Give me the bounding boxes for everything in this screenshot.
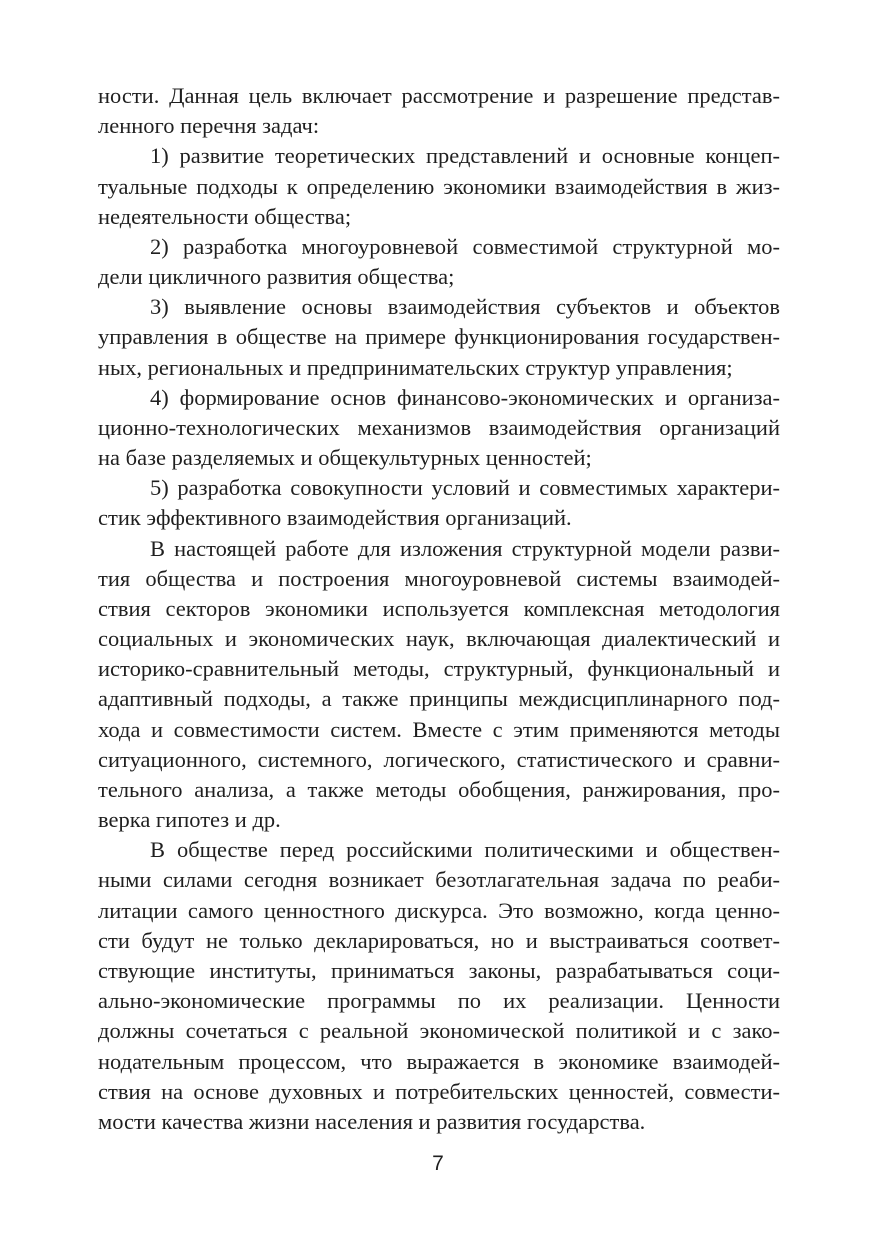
page-number: 7 bbox=[432, 1152, 444, 1175]
text-line: должны сочетаться с реальной экономической политикой и с зако- bbox=[98, 1018, 780, 1044]
text-line: ных, региональных и предпринимательских структур управления; bbox=[98, 354, 733, 380]
text-line: ционно-технологических механизмов взаимодействия организаций bbox=[98, 414, 780, 440]
text-line: 1) развитие теоретических представлений и основные концеп- bbox=[150, 143, 780, 169]
text-line: ности. Данная цель включает рассмотрение и разрешение представ- bbox=[98, 83, 780, 108]
text-line: мости качества жизни населения и развития государства. bbox=[98, 1108, 646, 1134]
text-line: 3) выявление основы взаимодействия субъектов и объектов bbox=[150, 294, 780, 320]
text-line: верка гипотез и др. bbox=[98, 807, 281, 833]
text-line: 5) разработка совокупности условий и совместимых характери- bbox=[150, 475, 780, 501]
text-line: на базе разделяемых и общекультурных ценностей; bbox=[98, 445, 592, 471]
text-line: хода и совместимости систем. Вместе с этим применяются методы bbox=[98, 716, 780, 742]
text-line: тельного анализа, а также методы обобщения, ранжирования, про- bbox=[98, 776, 780, 802]
text-line: социальных и экономических наук, включающая диалектический и bbox=[98, 626, 780, 652]
text-line: В обществе перед российскими политическими и обществен- bbox=[150, 837, 780, 863]
text-line: В настоящей работе для изложения структурной модели разви- bbox=[150, 535, 780, 561]
text-line: ленного перечня задач: bbox=[98, 113, 320, 139]
text-line: недеятельности общества; bbox=[98, 203, 352, 229]
text-line: адаптивный подходы, а также принципы междисциплинарного под- bbox=[98, 686, 780, 712]
text-line: стик эффективного взаимодействия организаций. bbox=[98, 505, 572, 531]
text-line: ными силами сегодня возникает безотлагательная задача по реаби- bbox=[98, 867, 780, 893]
text-line: тия общества и построения многоуровневой системы взаимодей- bbox=[98, 565, 780, 591]
text-line: литации самого ценностного дискурса. Это возможно, когда ценно- bbox=[98, 897, 780, 923]
text-line: дели цикличного развития общества; bbox=[98, 264, 455, 290]
text-line: ально-экономические программы по их реализации. Ценности bbox=[98, 988, 780, 1014]
text-line: историко-сравнительный методы, структурный, функциональный и bbox=[98, 656, 780, 682]
text-line: ствия секторов экономики используется комплексная методология bbox=[98, 595, 780, 621]
text-line: сти будут не только декларироваться, но и выстраиваться соответ- bbox=[98, 927, 780, 953]
text-line: ситуационного, системного, логического, статистического и сравни- bbox=[98, 746, 780, 772]
body-text bbox=[98, 81, 780, 1137]
text-line: 2) разработка многоуровневой совместимой структурной мо- bbox=[150, 233, 780, 259]
text-line: 4) формирование основ финансово-экономических и организа- bbox=[150, 384, 780, 410]
text-line: ствующие институты, приниматься законы, разрабатываться соци- bbox=[98, 957, 780, 983]
text-line: туальные подходы к определению экономики взаимодействия в жиз- bbox=[98, 173, 780, 199]
text-line: управления в обществе на примере функционирования государствен- bbox=[98, 324, 780, 350]
text-line: нодательным процессом, что выражается в экономике взаимодей- bbox=[98, 1048, 780, 1074]
text-line: ствия на основе духовных и потребительских ценностей, совмести- bbox=[98, 1078, 780, 1104]
